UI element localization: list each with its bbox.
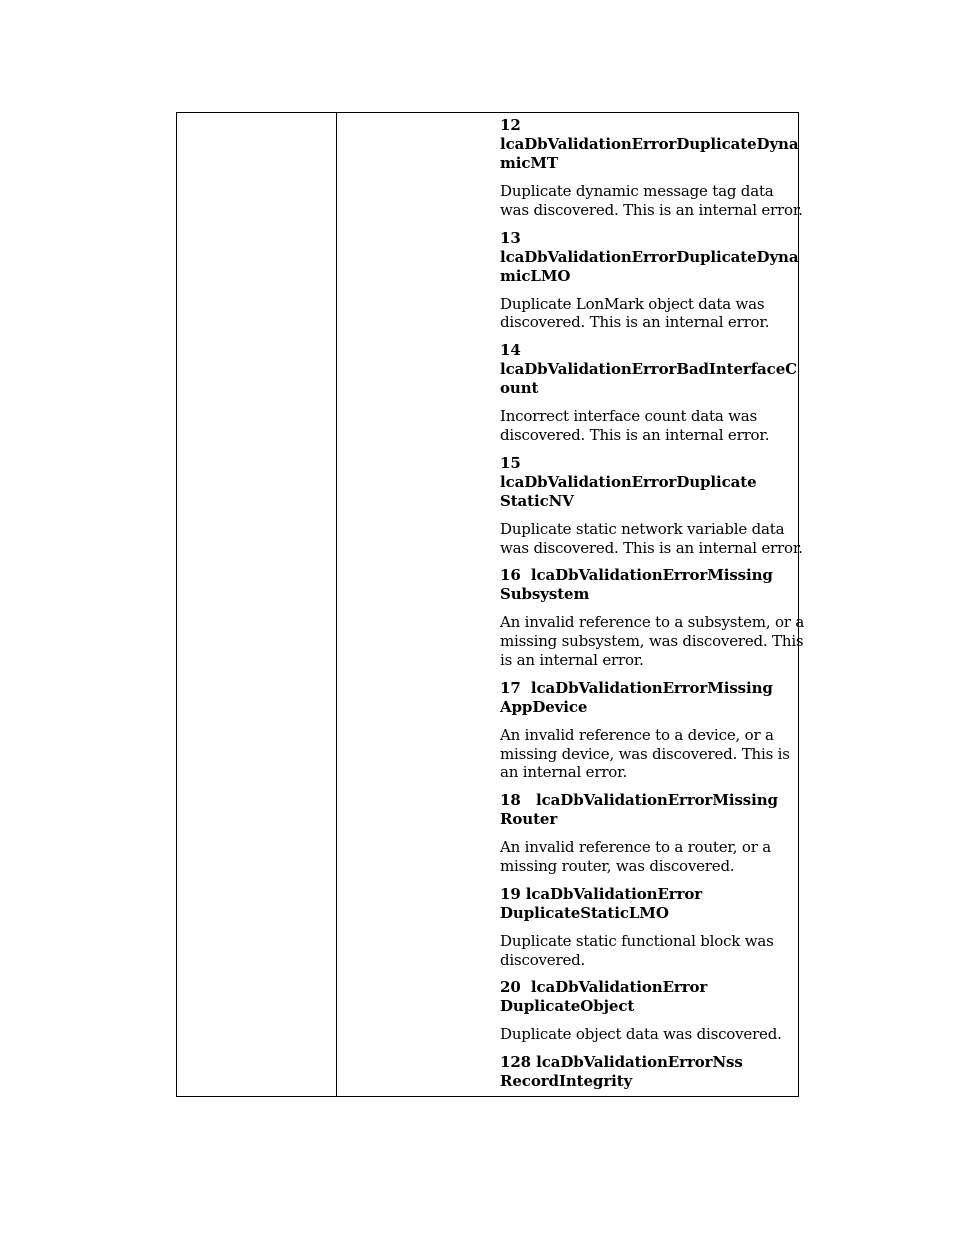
list-item — [500, 116, 805, 220]
error-code-description: Incorrect interface count data was discovered. This is an internal error. — [500, 407, 770, 444]
error-code-description: Duplicate static functional block was discovered. — [500, 931, 774, 969]
table-cell-middle — [337, 113, 499, 1096]
error-codes-table — [176, 112, 805, 1097]
list-item — [500, 885, 805, 970]
list-item — [500, 454, 805, 558]
list-item — [500, 566, 805, 669]
list-item — [500, 978, 805, 1044]
table-cell-left — [177, 113, 336, 1096]
error-code-description: Duplicate static network variable data was discovered. This is an internal error. — [500, 519, 803, 557]
table-cell-content — [500, 116, 805, 1091]
list-item — [500, 679, 805, 782]
error-code-title: 14 lcaDbValidationErrorBadInterfaceC ount — [500, 341, 797, 398]
error-code-description: An invalid reference to a subsystem, or a missing subsystem, was discovered. This is an internal error. — [500, 613, 805, 669]
list-item — [500, 791, 805, 876]
error-code-description: An invalid reference to a router, or a missing router, was discovered. — [500, 838, 772, 875]
error-code-title: 15 lcaDbValidationErrorDuplicate StaticNV — [500, 453, 757, 510]
error-code-title: 17 lcaDbValidationErrorMissing AppDevice — [500, 678, 773, 716]
list-item — [500, 229, 805, 333]
error-code-description: Duplicate LonMark object data was discovered. This is an internal error. — [500, 294, 770, 332]
error-code-title: 20 lcaDbValidationError DuplicateObject — [500, 978, 708, 1016]
error-code-title: 16 lcaDbValidationErrorMissing Subsystem — [500, 566, 773, 604]
list-item — [500, 341, 805, 445]
error-code-title: 19 lcaDbValidationError DuplicateStaticLMO — [500, 884, 703, 922]
list-item — [500, 1053, 805, 1091]
error-code-title: 128 lcaDbValidationErrorNss RecordIntegrity — [500, 1053, 743, 1091]
error-code-title: 13 lcaDbValidationErrorDuplicateDyna micLMO — [500, 228, 799, 285]
error-code-description: An invalid reference to a device, or a missing device, was discovered. This is an internal error. — [500, 725, 790, 782]
error-code-title: 18 lcaDbValidationErrorMissing Router — [500, 791, 778, 829]
error-code-description: Duplicate object data was discovered. — [500, 1025, 782, 1044]
error-code-title: 12 lcaDbValidationErrorDuplicateDyna micMT — [500, 116, 799, 172]
error-code-description: Duplicate dynamic message tag data was discovered. This is an internal error. — [500, 182, 803, 219]
